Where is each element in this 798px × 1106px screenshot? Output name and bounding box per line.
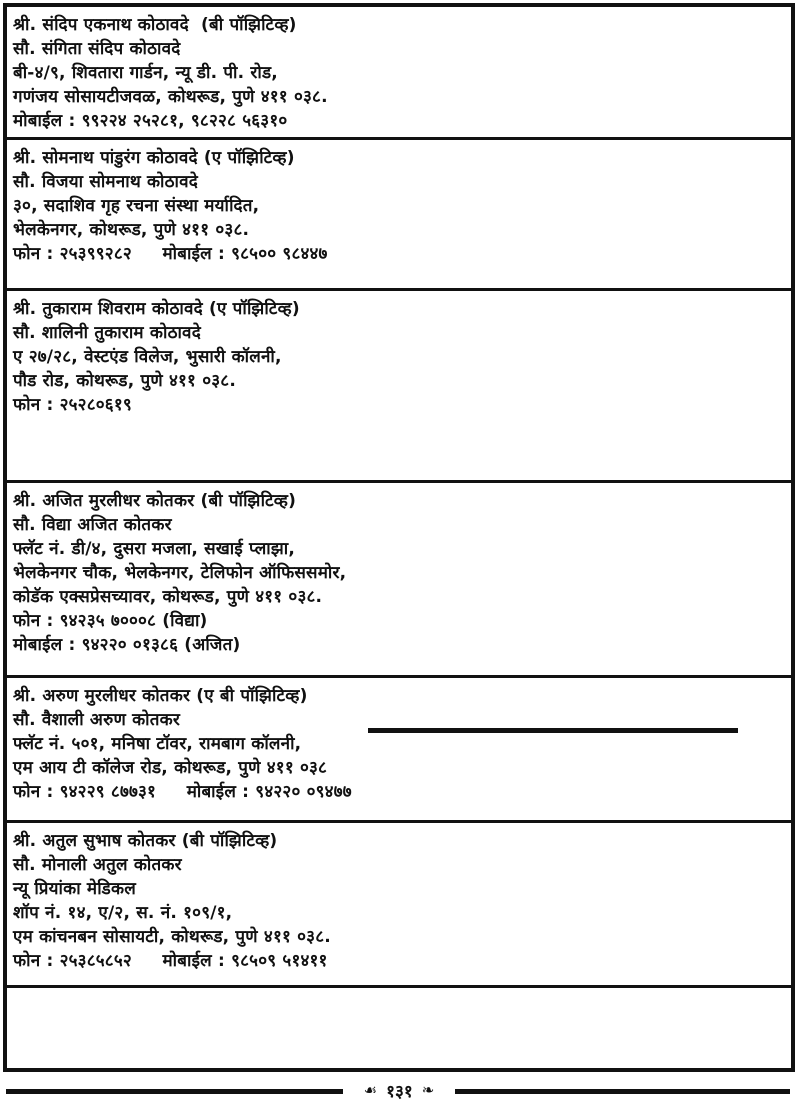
address-line: फ्लॅट नं. डी/४, दुसरा मजला, सखाई प्लाझा, [13, 539, 295, 559]
directory-entry [7, 823, 791, 988]
phone-line: फोन : २५२८०६१९ [13, 395, 132, 415]
phone-line: फोन : ९४२२९ ८७७३१ मोबाईल : ९४२२० ०९४७७ [13, 782, 352, 802]
redaction-bar [368, 728, 738, 733]
address-line: शॉप नं. १४, ए/२, स. नं. १०९/१, [13, 903, 233, 923]
page-number: १३१ [386, 1081, 413, 1102]
address-line: फ्लॅट नं. ५०१, मनिषा टॉवर, रामबाग कॉलनी, [13, 734, 302, 754]
address-line: पौड रोड, कोथरूड, पुणे ४११ ०३८. [13, 371, 236, 391]
phone-line: फोन : २५३८५८५२ मोबाईल : ९८५०९ ५१४११ [13, 951, 328, 971]
phone-line: फोन : ९४२३५ ७०००८ (विद्या) [13, 611, 208, 631]
spouse-name-line: सौ. विजया सोमनाथ कोठावदे [13, 172, 199, 192]
spouse-name-line: सौ. विद्या अजित कोतकर [13, 515, 172, 535]
address-line: भेलकेनगर चौक, भेलकेनगर, टेलिफोन ऑफिससमोर, [13, 563, 347, 583]
right-flourish-icon: ❧ [421, 1080, 435, 1099]
address-line: भेलकेनगर, कोथरूड, पुणे ४११ ०३८. [13, 220, 250, 240]
entry-name-line: श्री. अजित मुरलीधर कोतकर (बी पॉझिटिव्ह) [13, 491, 297, 511]
address-line: कोडॅक एक्सप्रेसच्यावर, कोथरूड, पुणे ४११ ०३८. [13, 587, 323, 607]
entry-name-line: श्री. अरुण मुरलीधर कोतकर (ए बी पॉझिटिव्ह) [13, 686, 308, 706]
mobile-line: मोबाईल : ९४२२० ०१३८६ (अजित) [13, 635, 241, 655]
spouse-name-line: सौ. शालिनी तुकाराम कोठावदे [13, 323, 201, 343]
spouse-name-line: सौ. मोनाली अतुल कोतकर [13, 855, 182, 875]
entry-name-line: श्री. सोमनाथ पांडुरंग कोठावदे (ए पॉझिटिव्ह) [13, 148, 295, 168]
entry-name-line: श्री. संदिप एकनाथ कोठावदे (बी पॉझिटिव्ह) [13, 15, 297, 35]
entry-name-line: श्री. अतुल सुभाष कोतकर (बी पॉझिटिव्ह) [13, 831, 278, 851]
empty-entry-slot [7, 988, 791, 1068]
directory-entry [7, 140, 791, 291]
address-line: एम कांचनबन सोसायटी, कोथरूड, पुणे ४११ ०३८. [13, 927, 331, 947]
phone-line: मोबाईल : ९९२२४ २५२८१, ९८२२८ ५६३१० [13, 111, 288, 131]
entry-name-line: श्री. तुकाराम शिवराम कोठावदे (ए पॉझिटिव्ह) [13, 299, 300, 319]
address-line: गणंजय सोसायटीजवळ, कोथरूड, पुणे ४११ ०३८. [13, 87, 328, 107]
page-number-box [343, 1076, 455, 1104]
address-line: बी-४/९, शिवतारा गार्डन, न्यू डी. पी. रोड, [13, 63, 278, 83]
directory-entry [7, 483, 791, 678]
spouse-name-line: सौ. संगिता संदिप कोठावदे [13, 39, 181, 59]
business-name-line: न्यू प्रियांका मेडिकल [13, 879, 136, 899]
address-line: ३०, सदाशिव गृह रचना संस्था मर्यादित, [13, 196, 260, 216]
directory-entry [7, 678, 791, 823]
directory-entry [7, 7, 791, 140]
phone-line: फोन : २५३९९२८२ मोबाईल : ९८५०० ९८४४७ [13, 244, 328, 264]
address-line: ए २७/२८, वेस्टएंड विलेज, भुसारी कॉलनी, [13, 347, 282, 367]
left-flourish-icon: ☙ [363, 1080, 378, 1099]
directory-entry [7, 291, 791, 483]
page-border [3, 3, 795, 1072]
address-line: एम आय टी कॉलेज रोड, कोथरूड, पुणे ४११ ०३८ [13, 758, 328, 778]
spouse-name-line: सौ. वैशाली अरुण कोतकर [13, 710, 181, 730]
